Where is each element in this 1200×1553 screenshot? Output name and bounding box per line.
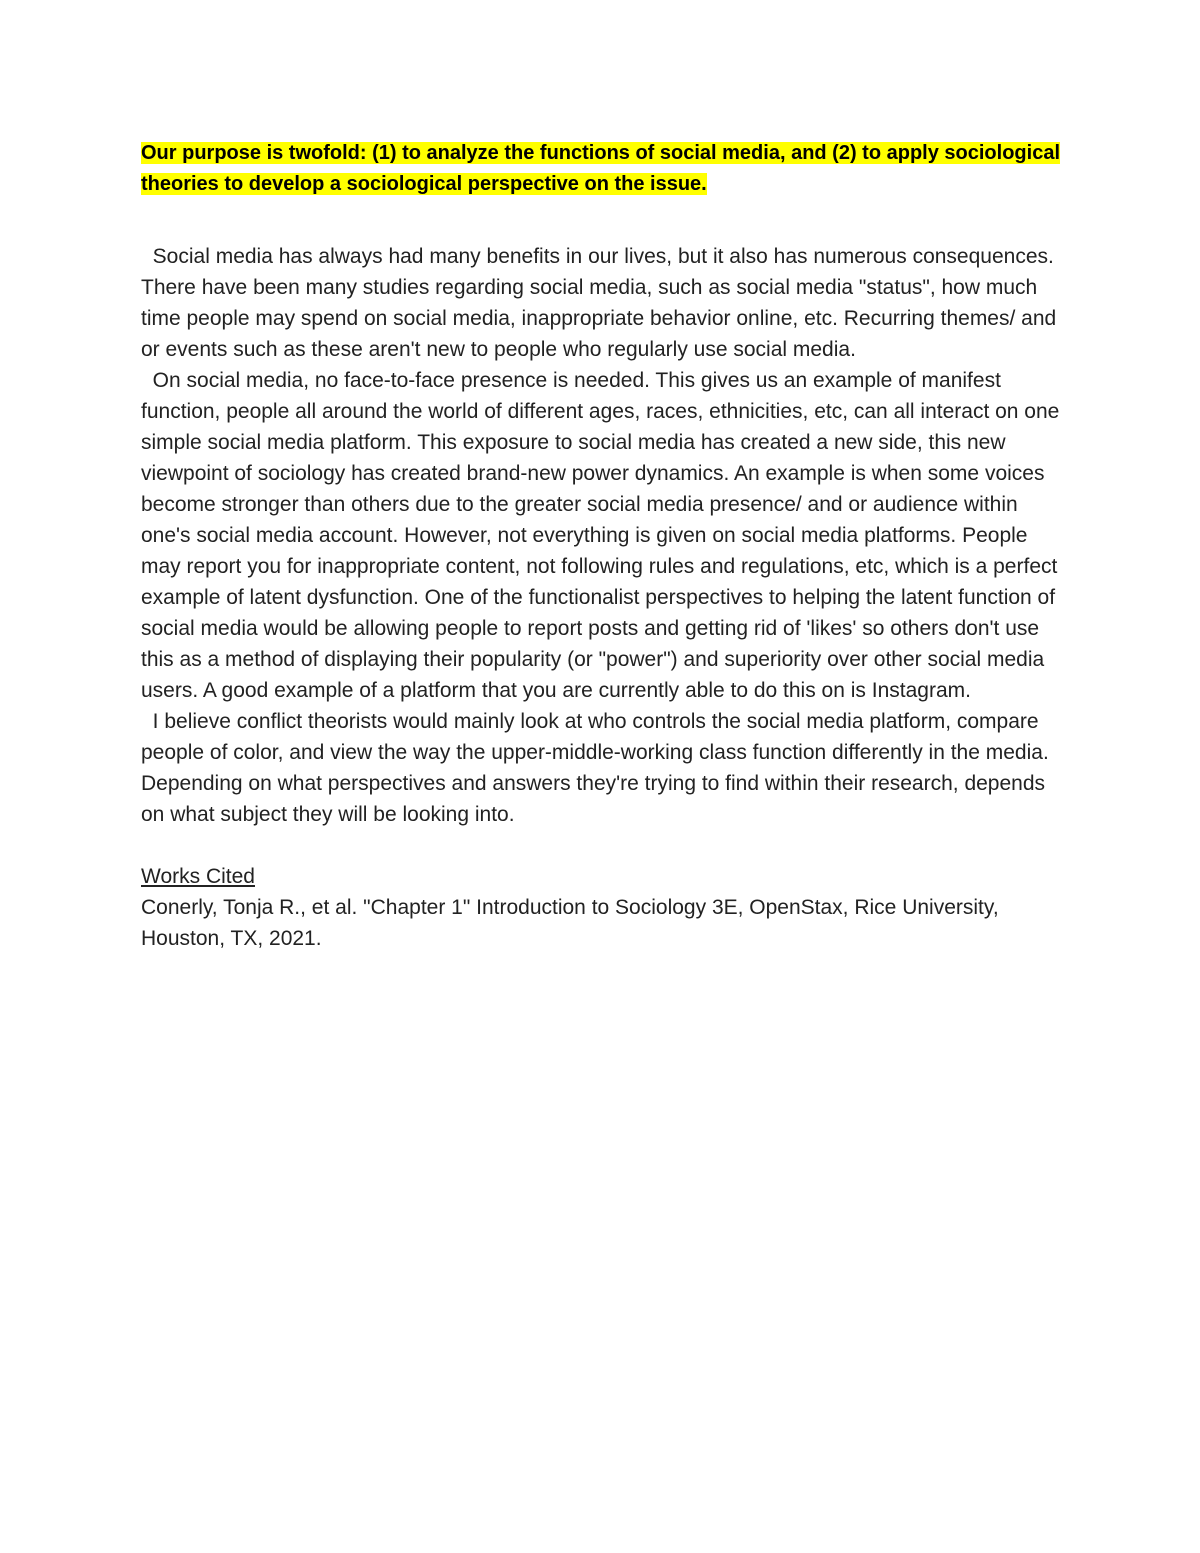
paragraph-conflict-theory: I believe conflict theorists would mainly look at who controls the social media platform, compare people of color, and view the way the upper-middle-working class function differently in the media. Depending on what perspectives and answers they're trying to find within their research, depends on what subject they will be looking into. bbox=[141, 710, 1055, 826]
spacer bbox=[141, 200, 1061, 241]
paragraph-functionalism: On social media, no face-to-face presence is needed. This gives us an example of manifest function, people all around the world of different ages, races, ethnicities, etc, can all interact on one simple social media platform. This exposure to social media has created a new side, this new viewpoint of sociology has created brand-new power dynamics. An example is when some voices become stronger than others due to the greater social media presence/ and or audience within one's social media account. However, not everything is given on social media platforms. People may report you for inappropriate content, not following rules and regulations, etc, which is a perfect example of latent dysfunction. One of the functionalist perspectives to helping the latent function of social media would be allowing people to report posts and getting rid of 'likes' so others don't use this as a method of displaying their popularity (or "power") and superiority over other social media users. A good example of a platform that you are currently able to do this on is Instagram. bbox=[141, 369, 1066, 702]
purpose-highlight: Our purpose is twofold: (1) to analyze the functions of social media, and (2) to apply sociological theories to develop a sociological perspective on the issue. bbox=[141, 142, 1060, 195]
document-body bbox=[141, 138, 1066, 954]
paragraph-intro: Social media has always had many benefits in our lives, but it also has numerous consequences. There have been many studies regarding social media, such as social media "status", how much time people may spend on social media, inappropriate behavior online, etc. Recurring themes/ and or events such as these aren't new to people who regularly use social media. bbox=[141, 245, 1063, 361]
purpose-statement bbox=[141, 138, 1061, 200]
spacer bbox=[141, 830, 1061, 861]
works-cited-heading: Works Cited bbox=[141, 865, 255, 888]
citation-entry: Conerly, Tonja R., et al. "Chapter 1" Introduction to Sociology 3E, OpenStax, Rice University, Houston, TX, 2021. bbox=[141, 896, 999, 950]
